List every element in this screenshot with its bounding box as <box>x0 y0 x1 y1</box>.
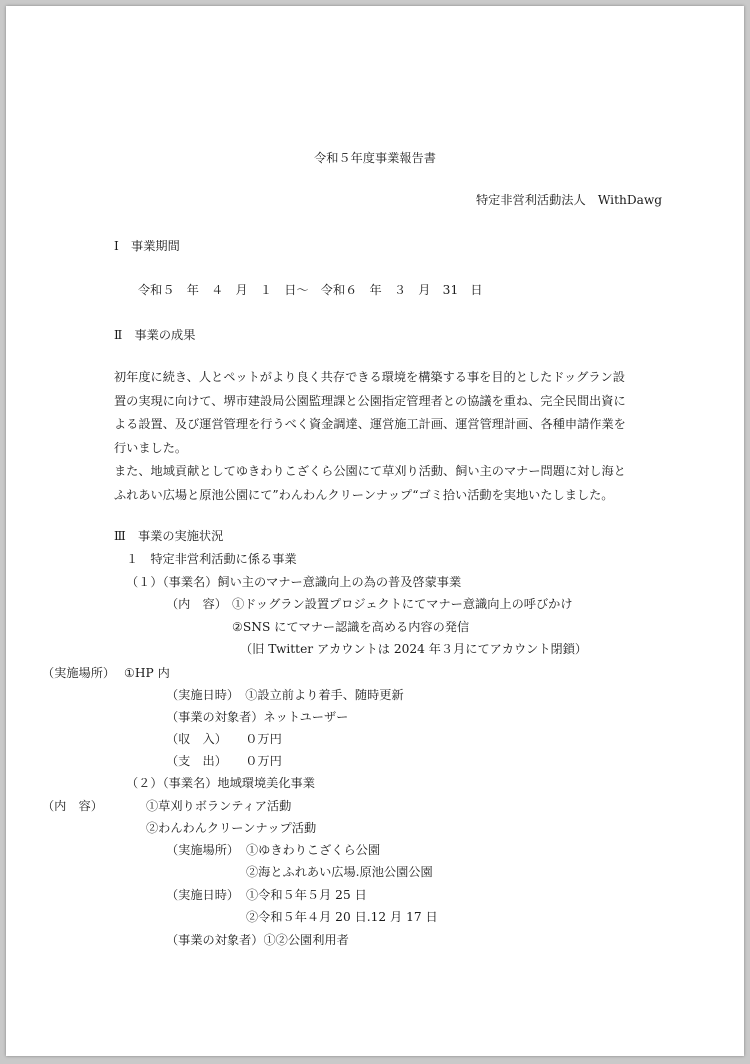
section-2-paragraph <box>114 366 714 508</box>
paragraph-line: 初年度に続き、人とペットがより良く共存できる環境を構築する事を目的としたドッグラン設 <box>114 370 625 384</box>
item-2-content-2: ②わんわんクリーンナップ活動 <box>146 821 317 835</box>
item-2-date-2: ②令和５年４月 20 日.12 月 17 日 <box>246 910 438 924</box>
item-2-place-1: ①ゆきわりこざくら公園 <box>246 843 381 857</box>
organization-name: 特定非営利活動法人 WithDawg <box>476 193 663 207</box>
section-2-heading: Ⅱ 事業の成果 <box>114 328 196 342</box>
item-1-income: （収 入） ０万円 <box>166 732 282 746</box>
business-period: 令和５ 年 ４ 月 １ 日～ 令和６ 年 ３ 月 31 日 <box>138 283 483 297</box>
item-1-content-1: ①ドッグラン設置プロジェクトにてマナー意識向上の呼びかけ <box>232 597 573 611</box>
item-2-target: （事業の対象者）①②公園利用者 <box>166 933 349 947</box>
item-1-content-2: ②SNS にてマナー認識を高める内容の発信 <box>232 620 470 634</box>
item-2-title: （２）（事業名）地域環境美化事業 <box>126 776 315 790</box>
paragraph-line: また、地域貢献としてゆきわりこざくら公園にて草刈り活動、飼い主のマナー問題に対し海と <box>114 464 626 479</box>
item-1-content-3: （旧 Twitter アカウントは 2024 年３月にてアカウント閉鎖） <box>240 642 588 656</box>
paragraph-line: よる設置、及び運営管理を行うべく資金調達、運営施工計画、運営管理計画、各種申請作業を <box>114 417 626 432</box>
item-2-content-1: ①草刈りボランティア活動 <box>146 799 292 813</box>
section-1-heading: Ⅰ 事業期間 <box>114 239 180 253</box>
paragraph-line: ふれあい広場と原池公園にて”わんわんクリーンナップ“ゴミ拾い活動を実地いたしました。 <box>114 487 614 502</box>
item-2-date-label: （実施日時） <box>166 888 240 902</box>
item-2-place-2: ②海とふれあい広場.原池公園公園 <box>246 865 433 879</box>
item-1-content-label: （内 容） <box>166 597 227 611</box>
item-2-date-1: ①令和５年５月 25 日 <box>246 888 367 902</box>
item-1-place-label: （実施場所） <box>42 666 116 680</box>
section-3-sub-heading: １ 特定非営利活動に係る事業 <box>126 552 297 566</box>
item-1-place: ①HP 内 <box>124 666 170 680</box>
document-page <box>6 6 744 1056</box>
item-1-expense: （支 出） ０万円 <box>166 754 282 768</box>
item-1-target: （事業の対象者）ネットユーザー <box>166 710 349 724</box>
section-3-heading: Ⅲ 事業の実施状況 <box>114 529 224 543</box>
document-title: 令和５年度事業報告書 <box>314 151 436 165</box>
paragraph-line: 行いました。 <box>114 440 188 455</box>
item-2-place-label: （実施場所） <box>166 843 240 857</box>
item-1-date: （実施日時） ①設立前より着手、随時更新 <box>166 688 404 702</box>
item-2-content-label: （内 容） <box>42 799 103 813</box>
item-1-title: （１）（事業名）飼い主のマナー意識向上の為の普及啓蒙事業 <box>126 575 462 589</box>
paragraph-line: 置の実現に向けて、堺市建設局公園監理課と公園指定管理者との協議を重ね、完全民間出資に <box>114 393 626 408</box>
